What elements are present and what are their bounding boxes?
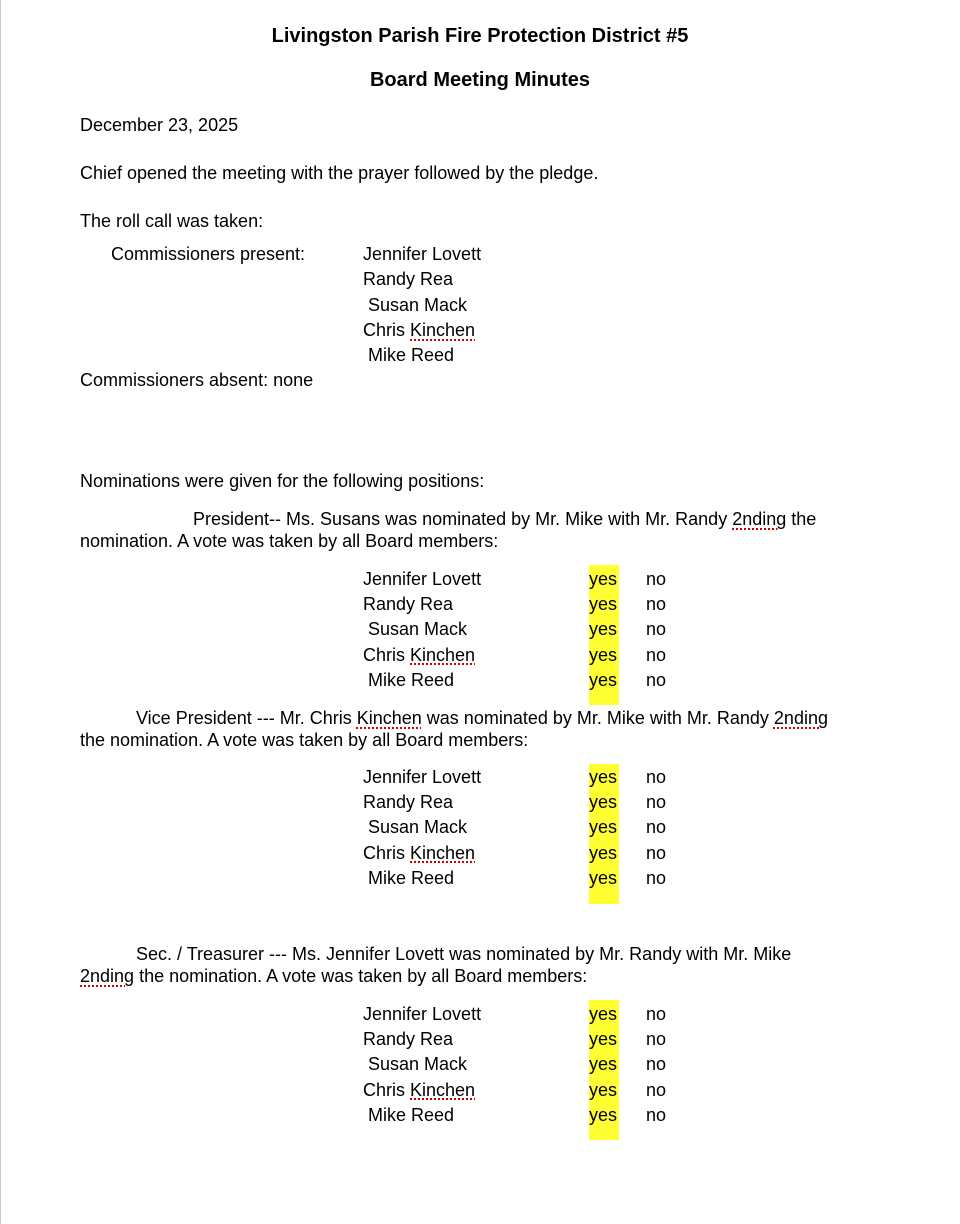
present-name: Chris Kinchen: [363, 320, 476, 340]
vote-yes: yes: [589, 842, 618, 863]
nomination-treasurer-line2: 2nding the nomination. A vote was taken by all Board members:: [80, 966, 588, 986]
vote-no: no: [646, 594, 667, 615]
vote-no: no: [646, 1104, 667, 1125]
nominations-intro: Nominations were given for the following positions:: [80, 471, 485, 491]
page-edge: [0, 0, 1, 1224]
document-org-title: Livingston Parish Fire Protection District #5: [271, 25, 689, 47]
vote-member-name: Chris Kinchen: [363, 842, 476, 863]
vote-yes: yes: [589, 644, 618, 665]
nomination-treasurer-line1: Sec. / Treasurer --- Ms. Jennifer Lovett was nominated by Mr. Randy with Mr. Mike: [136, 944, 792, 964]
vote-yes: yes: [589, 767, 618, 787]
vote-member-name: Susan Mack: [368, 619, 468, 640]
opening-paragraph: Chief opened the meeting with the prayer followed by the pledge.: [80, 163, 599, 183]
document-title: Board Meeting Minutes: [369, 69, 590, 91]
vote-no: no: [646, 669, 667, 690]
vote-yes: yes: [589, 594, 618, 615]
vote-yes: yes: [589, 817, 618, 838]
vote-no: no: [646, 1029, 667, 1050]
vote-member-name: Mike Reed: [368, 867, 455, 888]
vote-member-name: Susan Mack: [368, 1054, 468, 1075]
vote-member-name: Randy Rea: [363, 1029, 454, 1050]
vote-member-name: Mike Reed: [368, 669, 455, 690]
present-label: Commissioners present:: [111, 244, 306, 264]
vote-no: no: [646, 1054, 667, 1075]
vote-no: no: [646, 842, 667, 863]
vote-member-name: Jennifer Lovett: [363, 767, 482, 787]
vote-yes: yes: [589, 1079, 618, 1100]
vote-member-name: Randy Rea: [363, 792, 454, 813]
vote-no: no: [646, 644, 667, 665]
vote-member-name: Randy Rea: [363, 594, 454, 615]
vote-member-name: Jennifer Lovett: [363, 1004, 482, 1024]
vote-yes: yes: [589, 867, 618, 888]
roll-call-intro: The roll call was taken:: [80, 211, 264, 231]
vote-yes: yes: [589, 1104, 618, 1125]
vote-member-name: Chris Kinchen: [363, 1079, 476, 1100]
vote-member-name: Chris Kinchen: [363, 644, 476, 665]
vote-yes: yes: [589, 792, 618, 813]
vote-yes: yes: [589, 1029, 618, 1050]
meeting-date: December 23, 2025: [80, 115, 239, 135]
vote-no: no: [646, 1079, 667, 1100]
vote-no: no: [646, 619, 667, 640]
present-name: Jennifer Lovett: [363, 244, 482, 264]
vote-yes: yes: [589, 569, 618, 589]
present-name: Randy Rea: [363, 269, 454, 289]
nomination-vice-president-line1: Vice President --- Mr. Chris Kinchen was nominated by Mr. Mike with Mr. Randy 2nding: [136, 708, 828, 728]
vote-member-name: Jennifer Lovett: [363, 569, 482, 589]
present-name: Susan Mack: [368, 295, 468, 315]
vote-member-name: Mike Reed: [368, 1104, 455, 1125]
vote-no: no: [646, 817, 667, 838]
vote-yes: yes: [589, 669, 618, 690]
vote-member-name: Susan Mack: [368, 817, 468, 838]
vote-no: no: [646, 767, 667, 787]
vote-no: no: [646, 867, 667, 888]
vote-yes: yes: [589, 619, 618, 640]
present-name: Mike Reed: [368, 345, 455, 365]
vote-no: no: [646, 569, 667, 589]
nomination-president-line1: President-- Ms. Susans was nominated by Mr. Mike with Mr. Randy 2nding the: [193, 509, 817, 529]
absent-line: Commissioners absent: none: [80, 370, 314, 390]
nomination-president-line2: nomination. A vote was taken by all Board members:: [80, 531, 499, 551]
vote-no: no: [646, 1004, 667, 1024]
vote-yes: yes: [589, 1004, 618, 1024]
vote-no: no: [646, 792, 667, 813]
nomination-vice-president-line2: the nomination. A vote was taken by all Board members:: [80, 730, 529, 750]
vote-yes: yes: [589, 1054, 618, 1075]
